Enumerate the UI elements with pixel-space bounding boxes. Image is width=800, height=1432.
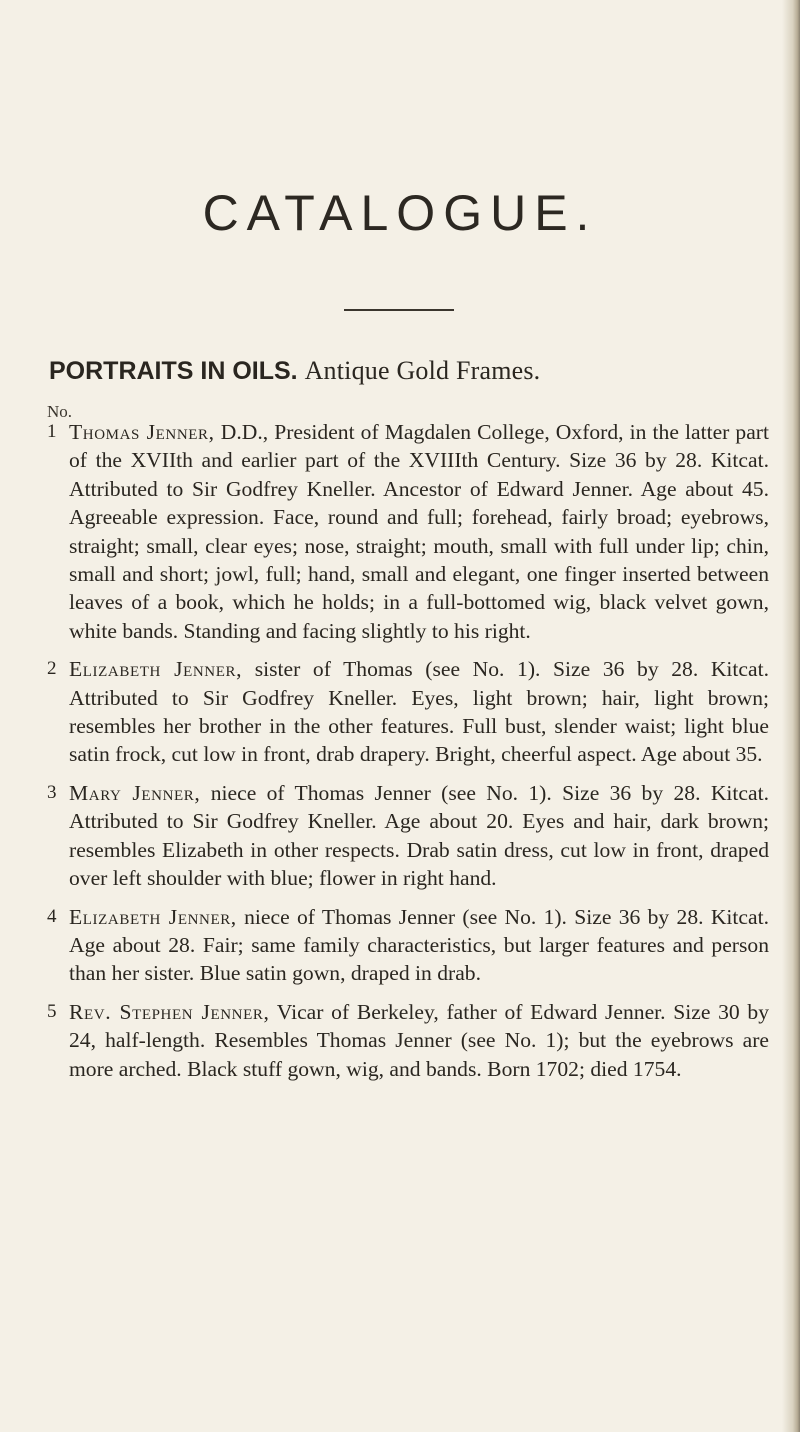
entry-name: Mary Jenner,	[69, 780, 201, 805]
entry-number: 3	[47, 781, 57, 803]
entry-description: Vicar of Berkeley, father of Edward Jenner. Size 30 by 24, half-length. Resembles Thomas Jenner (see No. 1); but the eyebrows are more arched. Black stuff gown, wig, and bands. Born 1702; died 1754.	[69, 999, 769, 1081]
entry-number: 1	[47, 421, 57, 442]
entry-description: niece of Thomas Jenner (see No. 1). Size 36 by 28. Kitcat. Attributed to Sir Godfrey Kneller. Age about 20. Eyes and hair, dark brown; resembles Elizabeth in other respects. Drab satin dress, cut low in front, draped over left shoulder with blue; flower in right hand.	[69, 780, 769, 891]
entry-description: niece of Thomas Jenner (see No. 1). Size 36 by 28. Kitcat. Age about 28. Fair; same family characteristics, but larger features and person than her sister. Blue satin gown, draped in drab.	[69, 904, 769, 986]
entry-name: Rev. Stephen Jenner,	[69, 999, 270, 1024]
entry-description: sister of Thomas (see No. 1). Size 36 by 28. Kitcat. Attributed to Sir Godfrey Kneller. Eyes, light brown; hair, light brown; resembles her brother in the other features. Full bust, slender waist; light blue satin frock, cut low in front, drab drapery. Bright, cheerful aspect. Age about 35.	[69, 657, 769, 767]
catalogue-entry	[47, 779, 769, 893]
entry-name: Elizabeth Jenner,	[69, 657, 243, 682]
title-rule	[344, 309, 454, 311]
catalogue-entry	[47, 655, 769, 769]
entry-number: 4	[47, 905, 57, 927]
catalogue-entry	[47, 418, 769, 645]
page-title: CATALOGUE.	[202, 185, 598, 241]
number-column-label: No.	[47, 402, 73, 421]
catalogue-entries	[47, 418, 769, 1093]
entry-description: D.D., President of Magdalen College, Oxford, in the latter part of the XVIIth and earlier part of the XVIIIth Century. Size 36 by 28. Kitcat. Attributed to Sir Godfrey Kneller. Ancestor of Edward Jenner. Age about 45. Agreeable expression. Face, round and full; forehead, fairly broad; eyebrows, straight; small, clear eyes; nose, straight; mouth, small with full under lip; chin, small and short; jowl, full; hand, small and elegant, one finger inserted between leaves of a book, which he holds; in a full-bottomed wig, black velvet gown, white bands. Standing and facing slightly to his right.	[69, 420, 769, 643]
section-heading	[49, 356, 769, 386]
section-heading-sub: Antique Gold Frames.	[304, 356, 541, 385]
section-heading-main: PORTRAITS IN OILS.	[49, 357, 298, 385]
entry-name: Thomas Jenner,	[69, 420, 215, 444]
catalogue-entry	[47, 903, 769, 988]
entry-number: 5	[47, 1000, 57, 1022]
entry-number: 2	[47, 658, 57, 680]
catalogue-entry	[47, 998, 769, 1083]
entry-name: Elizabeth Jenner,	[69, 904, 237, 929]
